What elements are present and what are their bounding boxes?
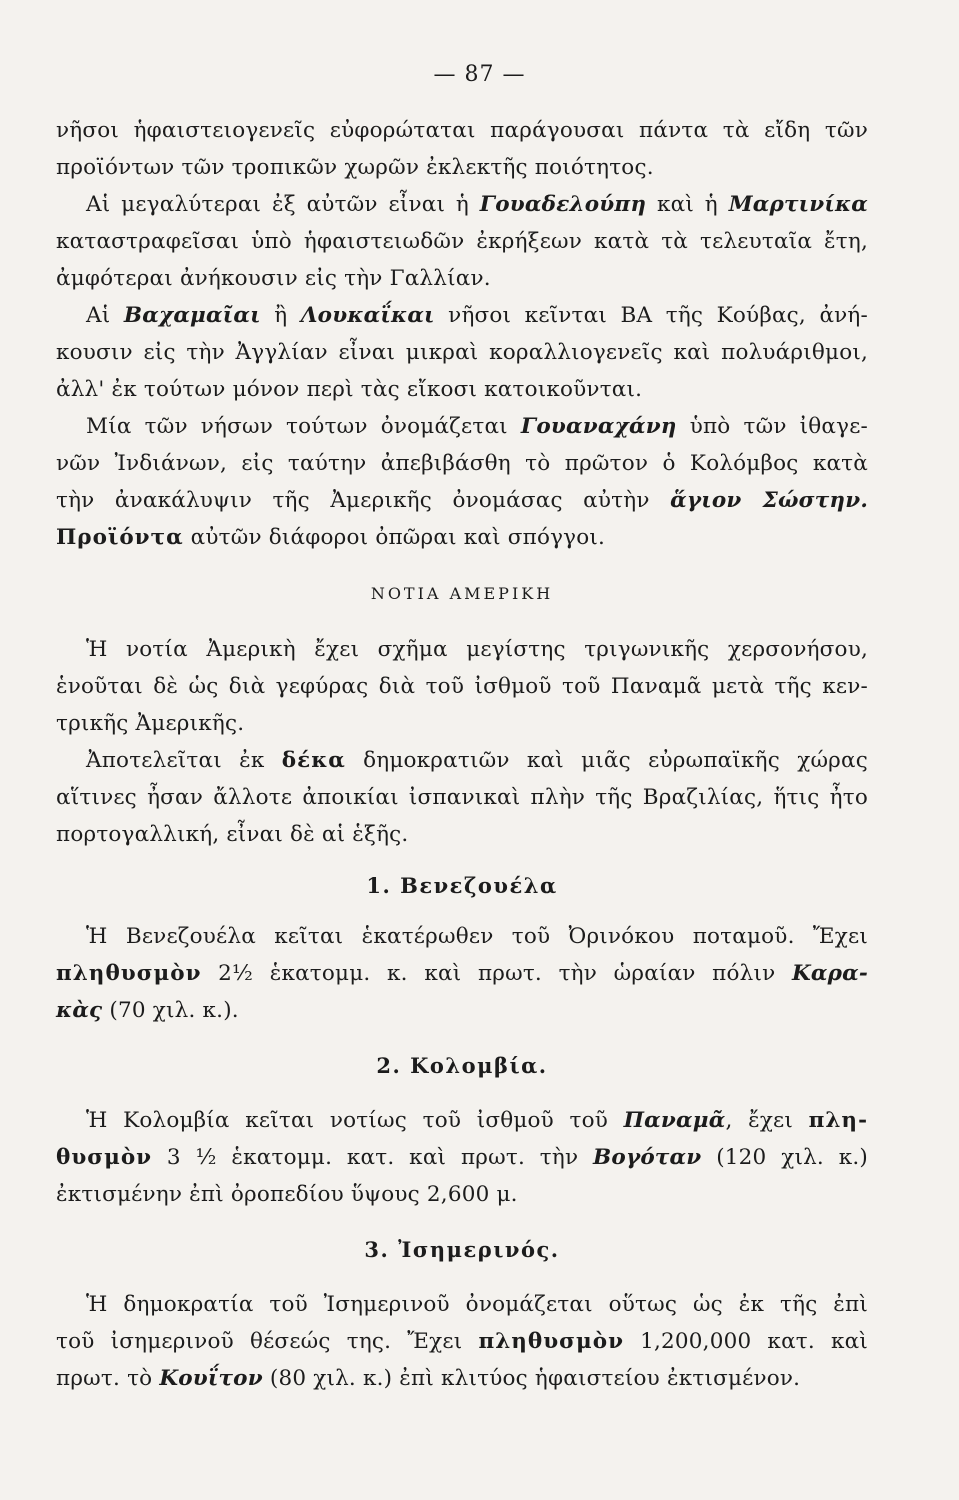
text-line: πρωτ. τὸ Κουΐτον (80 χιλ. κ.) ἐπὶ κλιτύος ἡφαιστείου ἐκτισμένον.	[56, 1366, 801, 1391]
text-line: προϊόντων τῶν τροπικῶν χωρῶν ἐκλεκτῆς ποιότητος.	[56, 155, 654, 180]
text-line: τοῦ ἰσημερινοῦ θέσεώς της. Ἔχει πληθυσμὸν 1,200,000 κατ. καὶ	[56, 1329, 868, 1354]
page-number: — 87 —	[433, 62, 526, 87]
text-line: Ἡ Βενεζουέλα κεῖται ἑκατέρωθεν τοῦ Ὀρινόκου ποταμοῦ. Ἔχει	[86, 924, 868, 949]
text-line: Προϊόντα αὐτῶν διάφοροι ὀπῶραι καὶ σπόγγοι.	[56, 525, 606, 550]
text-line: κουσιν εἰς τὴν Ἀγγλίαν εἶναι μικραὶ κοραλλιογενεῖς καὶ πολυάριθμοι,	[56, 340, 868, 365]
text-line: νῶν Ἰνδιάνων, εἰς ταύτην ἀπεβιβάσθη τὸ πρῶτον ὁ Κολόμβος κατὰ	[56, 451, 868, 476]
text-line: Αἱ Βαχαμαῖαι ἢ Λουκαΐκαι νῆσοι κεῖνται ΒΑ τῆς Κούβας, ἀνή-	[86, 303, 868, 328]
keyword: δέκα	[281, 748, 346, 773]
text-line: αἵτινες ἦσαν ἄλλοτε ἀποικίαι ἰσπανικαὶ πλὴν τῆς Βραζιλίας, ἥτις ἦτο	[56, 785, 868, 810]
keyword: πλη-	[808, 1108, 868, 1133]
text-line: τρικῆς Ἀμερικῆς.	[56, 711, 245, 736]
text-line: Μία τῶν νήσων τούτων ὀνομάζεται Γουαναχάνη ὑπὸ τῶν ἰθαγε-	[86, 414, 868, 439]
keyword: θυσμὸν	[56, 1145, 153, 1170]
text-line: Αἱ μεγαλύτεραι ἐξ αὐτῶν εἶναι ἡ Γουαδελούπη καὶ ἡ Μαρτινίκα	[86, 192, 869, 217]
keyword: πληθυσμὸν	[56, 961, 202, 986]
text-line: ἑνοῦται δὲ ὡς διὰ γεφύρας διὰ τοῦ ἰσθμοῦ τοῦ Παναμᾶ μετὰ τῆς κεν-	[56, 674, 868, 699]
country-heading: 3. Ἰσημερινός.	[364, 1237, 560, 1262]
text-line: καταστραφεῖσαι ὑπὸ ἡφαιστειωδῶν ἐκρήξεων κατὰ τὰ τελευταῖα ἔτη,	[56, 229, 868, 254]
text-line: Ἡ δημοκρατία τοῦ Ἰσημερινοῦ ὀνομάζεται οὕτως ὡς ἐκ τῆς ἐπὶ	[86, 1292, 868, 1317]
text-line: κὰς (70 χιλ. κ.).	[56, 998, 239, 1023]
text-line: νῆσοι ἡφαιστειογενεῖς εὐφορώταται παράγουσαι πάντα τὰ εἴδη τῶν	[56, 118, 868, 143]
body-text	[56, 112, 868, 1397]
text-line: πληθυσμὸν 2½ ἑκατομμ. κ. καὶ πρωτ. τὴν ὡραίαν πόλιν Καρα-	[56, 961, 868, 986]
country-heading: 2. Κολομβία.	[376, 1053, 548, 1078]
section-title: ΝΟΤΙΑ ΑΜΕΡΙΚΗ	[370, 584, 554, 603]
place-name: Βογόταν	[593, 1145, 702, 1170]
place-name: Λουκαΐκαι	[300, 303, 435, 328]
place-name: κὰς	[56, 998, 103, 1023]
keyword: πληθυσμὸν	[478, 1329, 625, 1354]
place-name: Βαχαμαῖαι	[123, 303, 261, 328]
country-heading: 1. Βενεζουέλα	[366, 873, 558, 898]
place-name: Παναμᾶ	[623, 1108, 726, 1133]
place-name: Γουαδελούπη	[479, 192, 647, 217]
text-line: θυσμὸν 3 ½ ἑκατομμ. κατ. καὶ πρωτ. τὴν Βογόταν (120 χιλ. κ.)	[56, 1145, 868, 1170]
keyword: Προϊόντα	[56, 525, 184, 550]
place-name: Γουαναχάνη	[520, 414, 677, 439]
text-line: ἐκτισμένην ἐπὶ ὀροπεδίου ὕψους 2,600 μ.	[56, 1182, 518, 1207]
text-line: τὴν ἀνακάλυψιν τῆς Ἀμερικῆς ὀνομάσας αὐτὴν ἅγιον Σώστην.	[56, 488, 869, 513]
place-name: Μαρτινίκα	[728, 192, 869, 217]
text-line: Ἡ Κολομβία κεῖται νοτίως τοῦ ἰσθμοῦ τοῦ Παναμᾶ, ἔχει πλη-	[86, 1108, 868, 1133]
place-name: Κουΐτον	[159, 1366, 263, 1391]
text-line: Ἡ νοτία Ἀμερικὴ ἔχει σχῆμα μεγίστης τριγωνικῆς χερσονήσου,	[86, 637, 868, 662]
place-name: Καρα-	[792, 961, 868, 986]
text-line: ἀλλ' ἐκ τούτων μόνον περὶ τὰς εἴκοσι κατοικοῦνται.	[56, 377, 643, 402]
text-line: Ἀποτελεῖται ἐκ δέκα δημοκρατιῶν καὶ μιᾶς εὐρωπαϊκῆς χώρας	[86, 748, 868, 773]
text-line: ἀμφότεραι ἀνήκουσιν εἰς τὴν Γαλλίαν.	[56, 266, 491, 291]
place-name: ἅγιον Σώστην.	[670, 488, 869, 513]
text-line: πορτογαλλική, εἶναι δὲ αἱ ἑξῆς.	[56, 822, 409, 847]
